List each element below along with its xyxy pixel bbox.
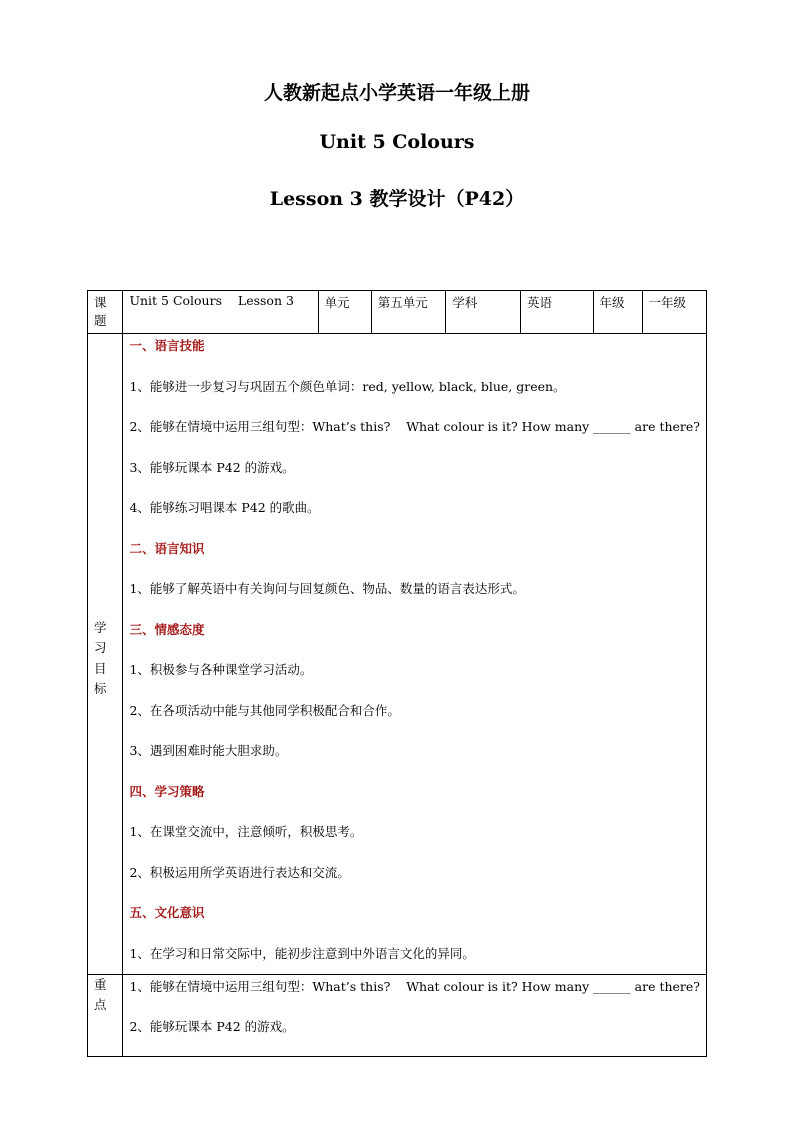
key-point-item: 2、能够玩课本 P42 的游戏。: [129, 1019, 295, 1034]
objectives-cell: [123, 334, 707, 975]
unit-label: 单元: [318, 291, 371, 334]
section-heading: 一、语言技能: [129, 338, 205, 353]
objective-item: 3、能够玩课本 P42 的游戏。: [129, 459, 295, 475]
objective-item: 1、能够进一步复习与巩固五个颜色单词：red, yellow, black, blue, green。: [129, 378, 566, 394]
objective-item: 1、积极参与各种课堂学习活动。: [129, 662, 313, 677]
subject-label: 学科: [446, 291, 521, 334]
key-points-row: [88, 974, 707, 1056]
key-points-cell: [123, 974, 707, 1056]
section-heading: 四、学习策略: [129, 783, 205, 799]
lesson-title: Lesson 3 教学设计（P42）: [269, 188, 525, 210]
objective-item: 1、在学习和日常交际中，能初步注意到中外语言文化的异同。: [129, 945, 475, 961]
document-title: 人教新起点小学英语一年级上册: [263, 82, 530, 104]
objective-item: 2、在各项活动中能与其他同学积极配合和合作。: [129, 702, 400, 718]
objectives-label-a: 学习: [94, 620, 107, 655]
objective-item: 3、遇到困难时能大胆求助。: [129, 743, 288, 758]
section-heading: 三、情感态度: [129, 621, 205, 637]
section-heading: 二、语言知识: [129, 540, 205, 556]
key-points-label: 重点: [88, 974, 123, 1056]
lesson-plan-table: [87, 290, 707, 1057]
objective-item: 1、在课堂交流中，注意倾听，积极思考。: [129, 824, 363, 839]
unit-title: Unit 5 Colours: [319, 131, 475, 153]
objective-item: 1、能够了解英语中有关询问与回复颜色、物品、数量的语言表达形式。: [129, 581, 525, 596]
grade-value: 一年级: [642, 291, 706, 334]
section-heading: 五、文化意识: [129, 905, 205, 920]
objectives-label-b: 目标: [94, 660, 107, 696]
grade-label: 年级: [593, 291, 642, 334]
topic-label: 课题: [88, 291, 123, 334]
objective-item: 4、能够练习唱课本 P42 的歌曲。: [129, 500, 320, 515]
unit-value: 第五单元: [371, 291, 446, 334]
topic-value: Unit 5 Colours Lesson 3: [123, 291, 318, 334]
objectives-row: [88, 334, 707, 975]
objective-item: 2、能够在情境中运用三组句型：What’s this? What colour is it? How many ______ are there?: [129, 419, 700, 434]
subject-value: 英语: [520, 291, 593, 334]
header-row: [88, 291, 707, 334]
objective-item: 2、积极运用所学英语进行表达和交流。: [129, 864, 350, 880]
key-point-item: 1、能够在情境中运用三组句型：What’s this? What colour is it? How many ______ are there?: [129, 978, 700, 994]
